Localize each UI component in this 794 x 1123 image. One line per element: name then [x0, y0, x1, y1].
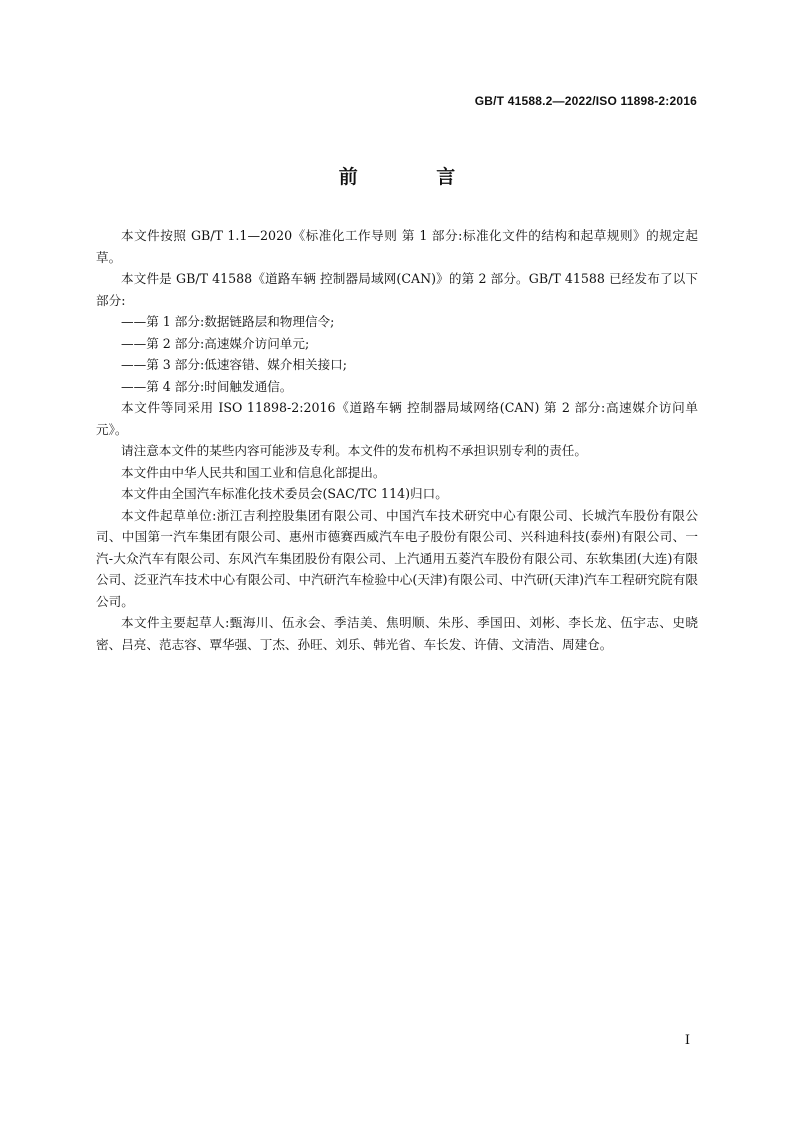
paragraph-drafting-rules: 本文件按照 GB/T 1.1—2020《标准化工作导则 第 1 部分:标准化文件的结构和起草规则》的规定起草。 [96, 228, 698, 265]
list-item-part-4: ——第 4 部分:时间触发通信。 [121, 378, 293, 394]
list-item-part-2: ——第 2 部分:高速媒介访问单元; [121, 335, 310, 351]
paragraph-patent-notice: 请注意本文件的某些内容可能涉及专利。本文件的发布机构不承担识别专利的责任。 [121, 443, 587, 458]
paragraph-drafting-units: 本文件起草单位:浙江吉利控股集团有限公司、中国汽车技术研究中心有限公司、长城汽车股份有限公司、中国第一汽车集团有限公司、惠州市德赛西威汽车电子股份有限公司、兴科迪科技(泰州)有限公司、一汽-大众汽车有限公司、东风汽车集团股份有限公司、上汽通用五菱汽车股份有限公司、东软集团(大连)有限公司、泛亚汽车技术中心有限公司、中汽研汽车检验中心(天津)有限公司、中汽研(天津)汽车工程研究院有限公司。 [96, 507, 698, 609]
foreword-body [96, 225, 698, 655]
standard-code: GB/T 41588.2—2022/ISO 11898-2:2016 [474, 94, 697, 108]
paragraph-proposer: 本文件由中华人民共和国工业和信息化部提出。 [121, 464, 386, 480]
paragraph-adoption: 本文件等同采用 ISO 11898-2:2016《道路车辆 控制器局域网络(CAN) 第 2 部分:高速媒介访问单元》。 [96, 400, 698, 437]
paragraph-drafters: 本文件主要起草人:甄海川、伍永会、季洁美、焦明顺、朱彤、季国田、刘彬、李长龙、伍宇志、史晓密、吕亮、范志容、覃华强、丁杰、孙旺、刘乐、韩光省、车长发、许倩、文清浩、周建仓。 [96, 615, 698, 652]
list-item-part-3: ——第 3 部分:低速容错、媒介相关接口; [121, 357, 348, 372]
paragraph-series-intro: 本文件是 GB/T 41588《道路车辆 控制器局域网(CAN)》的第 2 部分。GB/T 41588 已经发布了以下部分: [96, 271, 698, 308]
page-number: I [684, 1033, 690, 1048]
list-item-part-1: ——第 1 部分:数据链路层和物理信令; [121, 314, 335, 329]
page-title: 前 言 [338, 166, 492, 188]
paragraph-committee: 本文件由全国汽车标准化技术委员会(SAC/TC 114)归口。 [121, 486, 448, 501]
